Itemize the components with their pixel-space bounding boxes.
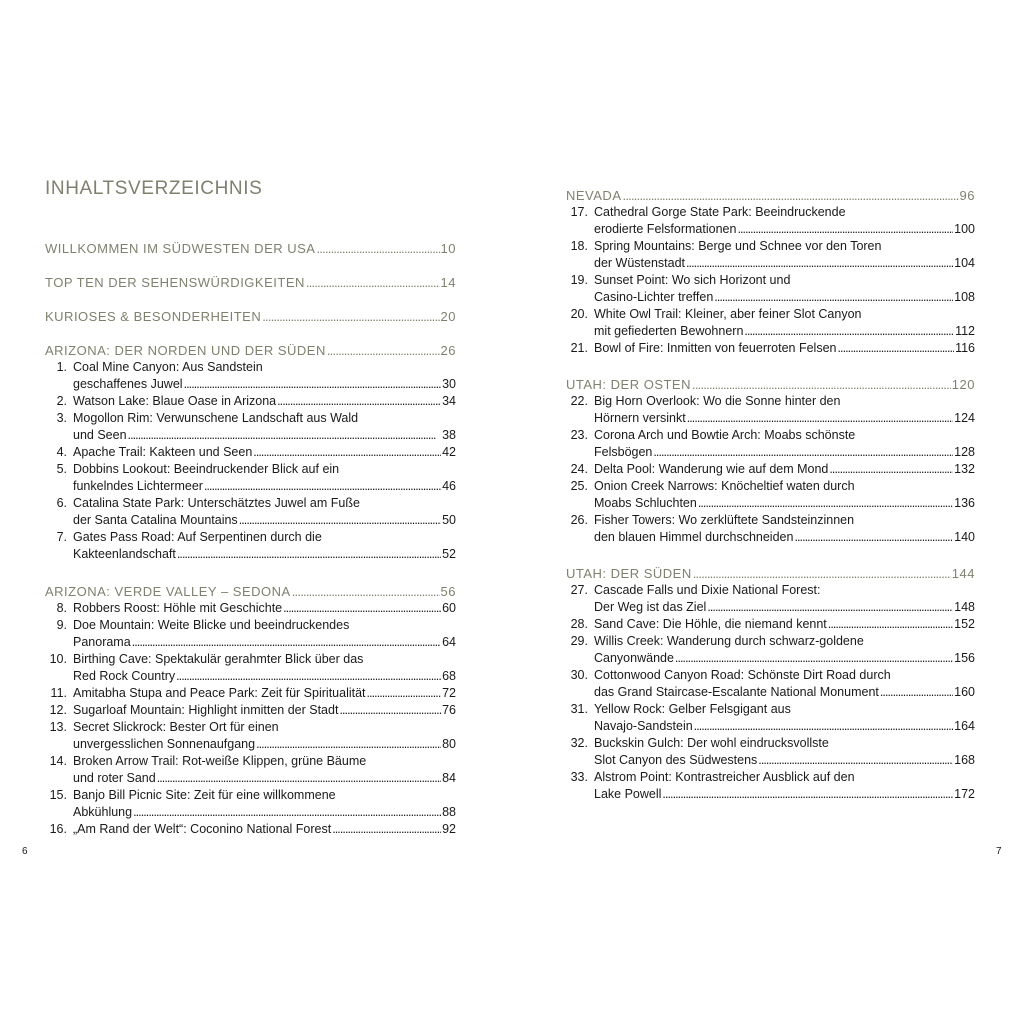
entry-title-line: Panorama (73, 635, 131, 649)
toc-entry (566, 512, 975, 546)
entry-page-number: 112 (955, 324, 975, 338)
entry-page-number: 88 (442, 805, 456, 819)
entry-page-number: 46 (442, 479, 456, 493)
entry-title-line: Cascade Falls und Dixie National Forest: (594, 583, 821, 597)
dot-leader (744, 323, 954, 340)
section-heading (45, 308, 456, 325)
dot-leader (327, 342, 440, 359)
entry-last-line (594, 410, 975, 427)
entry-title-line: Coal Mine Canyon: Aus Sandstein (73, 360, 263, 374)
toc-entry (45, 702, 456, 719)
toc-entry (45, 787, 456, 821)
entry-number: 2. (56, 394, 67, 408)
entry-number: 25. (570, 479, 588, 493)
entry-title-line: Amitabha Stupa and Peace Park: Zeit für Spiritualität (73, 686, 366, 700)
page-number-right: 7 (996, 846, 1002, 857)
entry-number: 14. (49, 754, 67, 768)
entry-title-line: Alstrom Point: Kontrastreicher Ausblick auf den (594, 770, 855, 784)
toc-entry (566, 272, 975, 306)
dot-leader (693, 565, 951, 582)
entry-title-line: Robbers Roost: Höhle mit Geschichte (73, 601, 283, 615)
entry-page-number: 172 (954, 787, 975, 801)
entry-title-line: Buckskin Gulch: Der wohl eindrucksvollste (594, 736, 829, 750)
entry-number: 1. (56, 360, 67, 374)
entry-number: 19. (570, 273, 588, 287)
dot-leader (316, 240, 439, 257)
entry-page-number: 92 (442, 822, 456, 836)
dot-leader (794, 529, 953, 546)
toc-entry (566, 340, 975, 357)
entry-page-number: 64 (442, 635, 456, 649)
entry-page-number: 30 (442, 377, 456, 391)
entry-last-line (594, 752, 975, 769)
page-title: INHALTSVERZEICHNIS (45, 178, 263, 199)
entry-page-number: 72 (442, 686, 456, 700)
entry-last-line (594, 444, 975, 461)
entry-title-line: Mogollon Rim: Verwunschene Landschaft aus Wald (73, 411, 359, 425)
entry-number: 15. (49, 788, 67, 802)
entry-title-line: Apache Trail: Kakteen und Seen (73, 445, 253, 459)
entry-title-line: der Wüstenstadt (594, 256, 686, 270)
entry-title-line: Banjo Bill Picnic Site: Zeit für eine willkommene (73, 788, 336, 802)
dot-leader (283, 600, 441, 617)
entry-number: 28. (570, 617, 588, 631)
entry-title-line: Red Rock Country (73, 669, 176, 683)
toc-entry (45, 651, 456, 685)
dot-leader (687, 410, 953, 427)
entry-last-line (73, 600, 456, 617)
entry-title-line: Willis Creek: Wanderung durch schwarz-goldene (594, 634, 864, 648)
entry-number: 11. (50, 686, 67, 700)
section-title: ARIZONA: DER NORDEN UND DER SÜDEN (45, 343, 326, 358)
section-title: UTAH: DER SÜDEN (566, 566, 692, 581)
dot-leader (277, 393, 441, 410)
entry-page-number: 68 (442, 669, 456, 683)
entry-last-line (594, 461, 975, 478)
entry-title-line: Gates Pass Road: Auf Serpentinen durch die (73, 530, 322, 544)
entry-last-line (594, 786, 975, 803)
entry-last-line (73, 634, 456, 651)
dot-leader (707, 599, 953, 616)
entry-last-line (73, 376, 456, 393)
entry-title-line: geschaffenes Juwel (73, 377, 183, 391)
entry-page-number: 160 (954, 685, 975, 699)
dot-leader (262, 308, 439, 325)
dot-leader (653, 444, 953, 461)
dot-leader (828, 616, 953, 633)
entry-page-number: 34 (442, 394, 456, 408)
entry-page-number: 60 (442, 601, 456, 615)
entry-last-line (594, 495, 975, 512)
toc-entry (45, 719, 456, 753)
entry-number: 33. (570, 770, 588, 784)
entry-title-line: Secret Slickrock: Bester Ort für einen (73, 720, 279, 734)
entry-last-line (594, 221, 975, 238)
entry-number: 27. (570, 583, 588, 597)
entry-number: 17. (570, 205, 588, 219)
toc-entry (566, 769, 975, 803)
entry-last-line (73, 512, 456, 529)
toc-entry (566, 204, 975, 238)
entry-number: 21. (570, 341, 588, 355)
section-page-number: 120 (951, 377, 975, 392)
page-number-left: 6 (22, 846, 28, 857)
entry-title-line: Der Weg ist das Ziel (594, 600, 707, 614)
entry-title-line: Slot Canyon des Südwestens (594, 753, 758, 767)
entry-number: 8. (56, 601, 67, 615)
dot-leader (837, 340, 954, 357)
entry-last-line (73, 668, 456, 685)
entry-title-line: Sugarloaf Mountain: Highlight inmitten der Stadt (73, 703, 339, 717)
entry-number: 30. (570, 668, 588, 682)
section-heading (45, 342, 456, 359)
dot-leader (157, 770, 441, 787)
entry-number: 3. (56, 411, 67, 425)
entry-title-line: Kakteenlandschaft (73, 547, 176, 561)
entry-last-line (73, 770, 456, 787)
entry-title-line: erodierte Felsformationen (594, 222, 737, 236)
section-page-number: 14 (440, 275, 456, 290)
entry-page-number: 108 (954, 290, 975, 304)
toc-entry (566, 633, 975, 667)
entry-title-line: funkelndes Lichtermeer (73, 479, 203, 493)
entry-title-line: Spring Mountains: Berge und Schnee vor den Toren (594, 239, 882, 253)
entry-page-number: 156 (954, 651, 975, 665)
entry-last-line (73, 804, 456, 821)
entry-page-number: 50 (442, 513, 456, 527)
entry-title-line: Onion Creek Narrows: Knöcheltief waten durch (594, 479, 855, 493)
entry-number: 5. (56, 462, 67, 476)
entry-number: 20. (570, 307, 588, 321)
entry-title-line: Big Horn Overlook: Wo die Sonne hinter den (594, 394, 841, 408)
entry-title-line: Moabs Schluchten (594, 496, 697, 510)
dot-leader (694, 718, 953, 735)
section-page-number: 56 (440, 584, 456, 599)
entry-last-line (594, 650, 975, 667)
toc-entry (45, 444, 456, 461)
entry-title-line: „Am Rand der Welt“: Coconino National Forest (73, 822, 332, 836)
dot-leader (829, 461, 953, 478)
entry-title-line: und roter Sand (73, 771, 156, 785)
entry-number: 10. (49, 652, 67, 666)
entry-page-number: 38 (442, 428, 456, 442)
entry-number: 4. (56, 445, 67, 459)
dot-leader (239, 512, 441, 529)
entry-title-line: Doe Mountain: Weite Blicke und beeindruckendes (73, 618, 350, 632)
toc-entry (566, 478, 975, 512)
dot-leader (698, 495, 953, 512)
toc-entry (45, 753, 456, 787)
toc-entry (566, 616, 975, 633)
entry-title-line: mit gefiederten Bewohnern (594, 324, 744, 338)
dot-leader (204, 478, 441, 495)
entry-last-line (594, 616, 975, 633)
entry-page-number: 152 (954, 617, 975, 631)
entry-page-number: 136 (954, 496, 975, 510)
entry-page-number: 124 (954, 411, 975, 425)
section-page-number: 26 (440, 343, 456, 358)
toc-entry (45, 359, 456, 393)
entry-number: 13. (49, 720, 67, 734)
dot-leader (367, 685, 442, 702)
entry-title-line: Cathedral Gorge State Park: Beeindruckende (594, 205, 846, 219)
dot-leader (714, 289, 953, 306)
entry-last-line (594, 599, 975, 616)
toc-entry (566, 427, 975, 461)
dot-leader (128, 427, 442, 444)
entry-last-line (73, 427, 456, 444)
entry-page-number: 116 (955, 341, 975, 355)
entry-title-line: Lake Powell (594, 787, 662, 801)
entry-title-line: Yellow Rock: Gelber Felsgigant aus (594, 702, 791, 716)
entry-page-number: 100 (954, 222, 975, 236)
dot-leader (184, 376, 442, 393)
entry-last-line (73, 821, 456, 838)
entry-title-line: der Santa Catalina Mountains (73, 513, 238, 527)
section-heading (45, 240, 456, 257)
section-heading (566, 187, 975, 204)
entry-number: 31. (570, 702, 588, 716)
entry-last-line (73, 444, 456, 461)
entry-page-number: 148 (954, 600, 975, 614)
dot-leader (306, 274, 440, 291)
toc-entry (566, 667, 975, 701)
entry-page-number: 164 (954, 719, 975, 733)
section-title: NEVADA (566, 188, 622, 203)
entry-page-number: 42 (442, 445, 456, 459)
entry-title-line: Broken Arrow Trail: Rot-weiße Klippen, grüne Bäume (73, 754, 367, 768)
entry-number: 18. (570, 239, 588, 253)
section-page-number: 20 (440, 309, 456, 324)
toc-entry (566, 393, 975, 427)
entry-number: 29. (570, 634, 588, 648)
section-page-number: 144 (951, 566, 975, 581)
dot-leader (339, 702, 441, 719)
entry-title-line: Casino-Lichter treffen (594, 290, 714, 304)
entry-page-number: 52 (442, 547, 456, 561)
toc-entry (45, 617, 456, 651)
entry-page-number: 104 (954, 256, 975, 270)
toc-entry (45, 600, 456, 617)
toc-entry (566, 701, 975, 735)
dot-leader (686, 255, 953, 272)
entry-number: 24. (570, 462, 588, 476)
entry-number: 7. (56, 530, 67, 544)
section-heading (566, 565, 975, 582)
section-title: KURIOSES & BESONDERHEITEN (45, 309, 262, 324)
entry-number: 22. (570, 394, 588, 408)
entry-title-line: Delta Pool: Wanderung wie auf dem Mond (594, 462, 829, 476)
section-heading (566, 376, 975, 393)
entry-page-number: 132 (954, 462, 975, 476)
dot-leader (256, 736, 441, 753)
entry-last-line (594, 529, 975, 546)
toc-entry (45, 685, 456, 702)
toc-entry (566, 461, 975, 478)
entry-last-line (73, 393, 456, 410)
entry-title-line: Fisher Towers: Wo zerklüftete Sandsteinzinnen (594, 513, 855, 527)
entry-page-number: 84 (442, 771, 456, 785)
entry-title-line: Canyonwände (594, 651, 674, 665)
entry-title-line: Hörnern versinkt (594, 411, 686, 425)
toc-entry (566, 582, 975, 616)
dot-leader (332, 821, 441, 838)
entry-title-line: Corona Arch und Bowtie Arch: Moabs schönste (594, 428, 856, 442)
entry-title-line: und Seen (73, 428, 127, 442)
entry-title-line: Watson Lake: Blaue Oase in Arizona (73, 394, 277, 408)
entry-title-line: Catalina State Park: Unterschätztes Juwel am Fuße (73, 496, 360, 510)
toc-entry (45, 410, 456, 444)
entry-last-line (594, 289, 975, 306)
entry-last-line (594, 255, 975, 272)
dot-leader (623, 187, 959, 204)
entry-title-line: Navajo-Sandstein (594, 719, 693, 733)
dot-leader (132, 634, 441, 651)
entry-title-line: unvergesslichen Sonnenaufgang (73, 737, 256, 751)
dot-leader (692, 376, 951, 393)
entry-title-line: Sunset Point: Wo sich Horizont und (594, 273, 791, 287)
entry-last-line (73, 685, 456, 702)
entry-last-line (594, 718, 975, 735)
entry-last-line (73, 702, 456, 719)
toc-entry (566, 735, 975, 769)
entry-last-line (594, 684, 975, 701)
dot-leader (292, 583, 440, 600)
entry-last-line (594, 340, 975, 357)
dot-leader (880, 684, 953, 701)
section-title: UTAH: DER OSTEN (566, 377, 691, 392)
entry-title-line: Bowl of Fire: Inmitten von feuerroten Felsen (594, 341, 837, 355)
dot-leader (253, 444, 441, 461)
entry-title-line: Abkühlung (73, 805, 133, 819)
entry-title-line: das Grand Staircase-Escalante National Monument (594, 685, 879, 699)
entry-number: 12. (49, 703, 67, 717)
section-page-number: 10 (440, 241, 456, 256)
dot-leader (133, 804, 441, 821)
entry-page-number: 168 (954, 753, 975, 767)
entry-title-line: den blauen Himmel durchschneiden (594, 530, 794, 544)
entry-number: 32. (570, 736, 588, 750)
toc-entry (45, 495, 456, 529)
section-title: TOP TEN DER SEHENSWÜRDIGKEITEN (45, 275, 305, 290)
section-title: ARIZONA: VERDE VALLEY – SEDONA (45, 584, 291, 599)
entry-number: 26. (570, 513, 588, 527)
dot-leader (177, 546, 441, 563)
toc-entry (566, 306, 975, 340)
entry-title-line: Felsbögen (594, 445, 653, 459)
entry-page-number: 80 (442, 737, 456, 751)
entry-title-line: White Owl Trail: Kleiner, aber feiner Slot Canyon (594, 307, 862, 321)
entry-last-line (73, 736, 456, 753)
dot-leader (675, 650, 953, 667)
entry-page-number: 128 (954, 445, 975, 459)
entry-title-line: Sand Cave: Die Höhle, die niemand kennt (594, 617, 827, 631)
toc-entry (45, 461, 456, 495)
section-page-number: 96 (959, 188, 975, 203)
entry-number: 6. (56, 496, 67, 510)
section-heading (45, 274, 456, 291)
entry-page-number: 76 (442, 703, 456, 717)
toc-entry (45, 821, 456, 838)
section-title: WILLKOMMEN IM SÜDWESTEN DER USA (45, 241, 316, 256)
toc-entry (45, 393, 456, 410)
entry-last-line (73, 546, 456, 563)
entry-number: 9. (56, 618, 67, 632)
entry-title-line: Dobbins Lookout: Beeindruckender Blick auf ein (73, 462, 340, 476)
dot-leader (758, 752, 953, 769)
dot-leader (662, 786, 953, 803)
entry-number: 23. (570, 428, 588, 442)
entry-last-line (73, 478, 456, 495)
dot-leader (176, 668, 441, 685)
dot-leader (737, 221, 953, 238)
entry-title-line: Birthing Cave: Spektakulär gerahmter Blick über das (73, 652, 364, 666)
entry-page-number: 140 (954, 530, 975, 544)
toc-entry (45, 529, 456, 563)
section-heading (45, 583, 456, 600)
entry-last-line (594, 323, 975, 340)
entry-number: 16. (49, 822, 67, 836)
toc-entry (566, 238, 975, 272)
entry-title-line: Cottonwood Canyon Road: Schönste Dirt Road durch (594, 668, 891, 682)
